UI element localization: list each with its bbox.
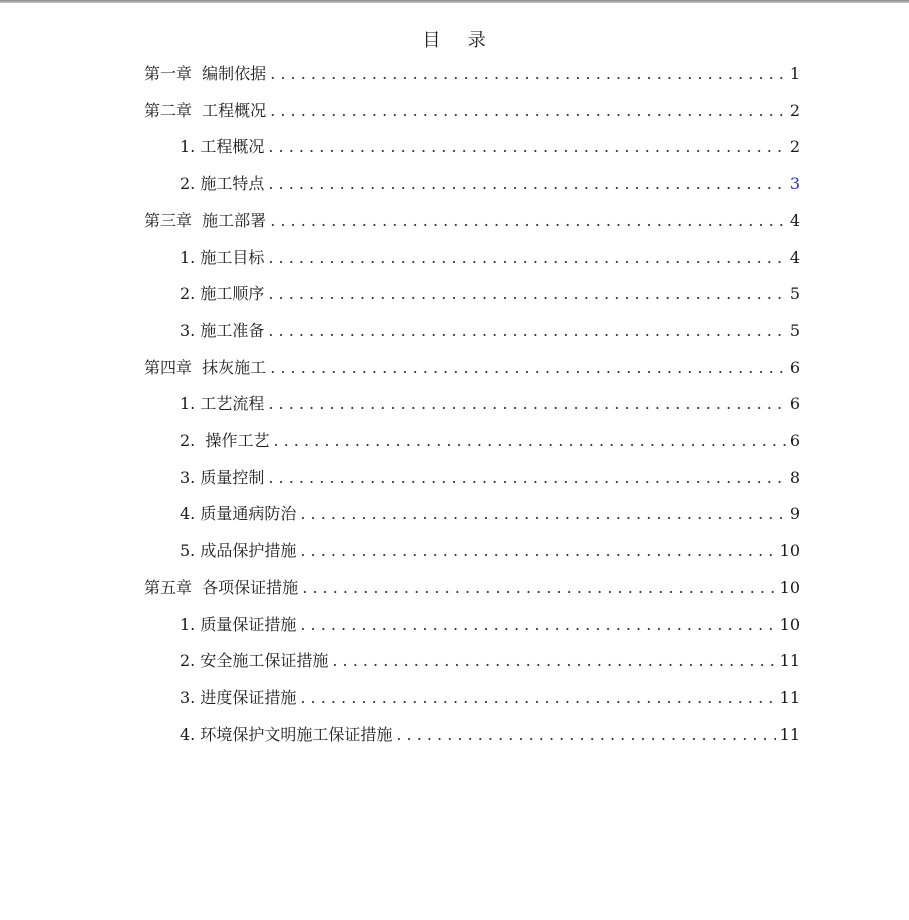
- toc-page-number: 3: [789, 174, 800, 194]
- toc-entry-text: 第五章 各项保证措施: [144, 577, 299, 597]
- toc-page-number: 2: [789, 100, 800, 120]
- toc-page-number: 1: [789, 64, 800, 83]
- toc-dot-leader: [268, 465, 785, 491]
- toc-title: 目 录: [422, 30, 497, 51]
- toc-page-number: 4: [789, 247, 800, 267]
- toc-section-entry[interactable]: [180, 428, 800, 454]
- toc-dot-leader: [270, 61, 786, 87]
- toc-section-entry[interactable]: [180, 318, 800, 344]
- toc-dot-leader: [332, 648, 775, 674]
- toc-dot-leader: [268, 391, 785, 417]
- toc-entry-text: 2. 施工顺序: [180, 284, 265, 304]
- toc-entry-text: 3. 进度保证措施: [180, 687, 297, 707]
- toc-chapter-entry[interactable]: [144, 575, 800, 601]
- toc-dot-leader: [300, 685, 775, 711]
- toc-dot-leader: [300, 612, 775, 638]
- toc-section-entry[interactable]: [180, 538, 800, 564]
- toc-entry-text: 第二章 工程概况: [144, 100, 267, 120]
- toc-entry-text: 2. 操作工艺: [180, 431, 270, 450]
- toc-section-entry[interactable]: [180, 245, 800, 271]
- toc-dot-leader: [300, 501, 785, 527]
- toc-dot-leader: [268, 134, 785, 160]
- toc-entry-text: 第一章 编制依据: [144, 64, 267, 83]
- toc-entry-text: 1. 质量保证措施: [180, 614, 297, 634]
- toc-dot-leader: [396, 722, 775, 748]
- toc-chapter-entry[interactable]: [144, 61, 800, 87]
- toc-section-entry[interactable]: [180, 612, 800, 638]
- toc-dot-leader: [270, 355, 786, 381]
- toc-dot-leader: [270, 208, 786, 234]
- toc-entry-text: 4. 环境保护文明施工保证措施: [180, 724, 393, 744]
- toc-page-number: 8: [789, 467, 800, 487]
- toc-entry-text: 第三章 施工部署: [144, 210, 267, 230]
- toc-dot-leader: [270, 98, 786, 124]
- toc-section-entry[interactable]: [180, 391, 800, 417]
- toc-entry-text: 1. 工艺流程: [180, 394, 265, 414]
- toc-page-number: 9: [789, 504, 800, 524]
- toc-chapter-entry[interactable]: [144, 208, 800, 234]
- toc-dot-leader: [268, 281, 785, 307]
- toc-page-number: 6: [789, 431, 800, 450]
- toc-entry-text: 4. 质量通病防治: [180, 504, 297, 524]
- toc-dot-leader: [268, 171, 785, 197]
- toc-page-number: 6: [789, 357, 800, 377]
- toc-dot-leader: [300, 538, 775, 564]
- toc-page-number: 4: [789, 210, 800, 230]
- toc-chapter-entry[interactable]: [144, 355, 800, 381]
- toc-page-number: 6: [789, 394, 800, 414]
- toc-dot-leader: [273, 428, 785, 454]
- toc-page-number: 11: [779, 687, 800, 707]
- toc-entry-text: 5. 成品保护措施: [180, 541, 297, 561]
- toc-entry-text: 1. 工程概况: [180, 137, 265, 157]
- toc-page-number: 5: [789, 284, 800, 304]
- toc-entry-text: 第四章 抹灰施工: [144, 357, 267, 377]
- toc-page-number: 11: [779, 724, 800, 744]
- viewer-top-border: [0, 0, 909, 3]
- toc-page-number: 2: [789, 137, 800, 157]
- toc-section-entry[interactable]: [180, 501, 800, 527]
- toc-section-entry[interactable]: [180, 134, 800, 160]
- toc-section-entry[interactable]: [180, 281, 800, 307]
- toc-page-number: 5: [789, 320, 800, 340]
- toc-page-number: 10: [779, 577, 800, 597]
- toc-section-entry[interactable]: [180, 685, 800, 711]
- toc-section-entry[interactable]: [180, 722, 800, 748]
- toc-section-entry[interactable]: [180, 465, 800, 491]
- toc-dot-leader: [268, 245, 785, 271]
- toc-page-number: 10: [779, 614, 800, 634]
- toc-page-number: 11: [779, 651, 800, 671]
- toc-section-entry[interactable]: [180, 171, 800, 197]
- toc-entry-text: 2. 安全施工保证措施: [180, 651, 329, 671]
- toc-entry-text: 2. 施工特点: [180, 174, 265, 194]
- toc-chapter-entry[interactable]: [144, 98, 800, 124]
- toc-entry-text: 1. 施工目标: [180, 247, 265, 267]
- toc-dot-leader: [268, 318, 785, 344]
- toc-page-number: 10: [779, 541, 800, 561]
- toc-entry-text: 3. 施工准备: [180, 320, 265, 340]
- toc-dot-leader: [302, 575, 775, 601]
- toc-section-entry[interactable]: [180, 648, 800, 674]
- toc-entry-text: 3. 质量控制: [180, 467, 265, 487]
